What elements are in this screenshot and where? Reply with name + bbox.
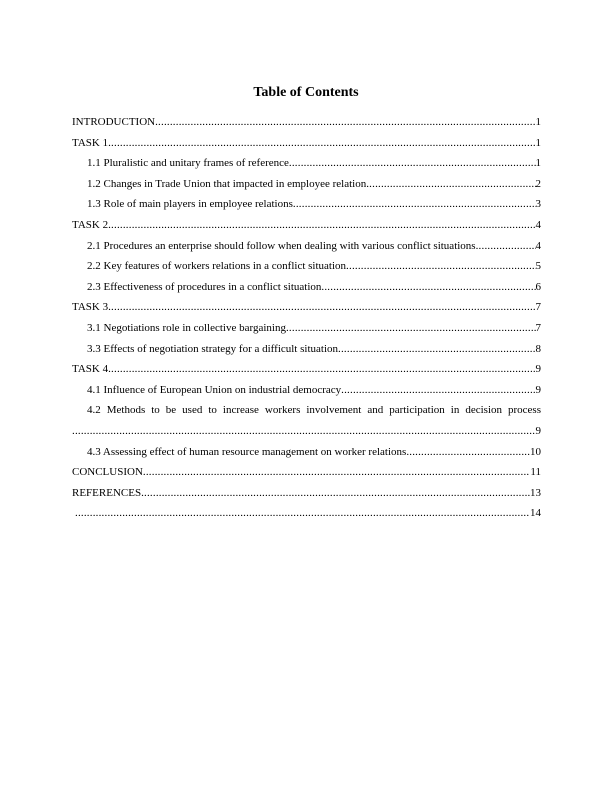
toc-leader-dots — [141, 483, 530, 504]
toc-entry-label: 1.1 Pluralistic and unitary frames of reference — [87, 157, 289, 170]
toc-entry-task-1[interactable] — [72, 133, 541, 154]
toc-page-number: 11 — [530, 466, 541, 479]
toc-title: Table of Contents — [253, 85, 359, 100]
toc-entry-task-3[interactable] — [72, 297, 541, 318]
toc-entry-label: CONCLUSION — [72, 466, 143, 479]
toc-page-number: 1 — [535, 136, 541, 149]
toc-entry-label: 3.3 Effects of negotiation strategy for a difficult situation — [87, 342, 339, 355]
toc-page-number: 1 — [535, 157, 541, 170]
toc-entry-task-2[interactable] — [72, 215, 541, 236]
toc-page-number: 6 — [535, 280, 541, 293]
toc-entry-2-2[interactable] — [72, 256, 541, 277]
toc-page-number: 9 — [535, 424, 541, 437]
toc-entry-4-3[interactable] — [72, 442, 541, 463]
toc-page-number: 7 — [535, 301, 541, 314]
toc-entry-2-3[interactable] — [72, 277, 541, 298]
toc-entry-3-1[interactable] — [72, 318, 541, 339]
toc-page-number: 1 — [535, 116, 541, 128]
toc-page-number: 13 — [530, 486, 541, 499]
toc-page-number: 3 — [535, 198, 541, 211]
toc-page-number: 4 — [535, 218, 541, 231]
toc-entry-label: TASK 1 — [72, 136, 109, 149]
toc-leader-dots — [108, 133, 535, 154]
toc-leader-dots — [406, 442, 530, 463]
toc-leader-dots — [108, 215, 535, 236]
toc-leader-dots — [155, 112, 535, 133]
toc-entry-4-2-continuation[interactable] — [72, 421, 541, 442]
toc-entry-label: 4.1 Influence of European Union on industrial democracy — [87, 383, 342, 396]
toc-leader-dots — [75, 503, 530, 524]
toc-leader-dots — [338, 339, 535, 360]
toc-entry-label: 2.1 Procedures an enterprise should follow when dealing with various conflict situations — [87, 239, 476, 252]
toc-leader-dots — [476, 236, 536, 257]
toc-entry-label: 4.2 Methods to be used to increase workers involvement and participation in decision process — [87, 404, 541, 417]
toc-page-number: 8 — [535, 342, 541, 355]
toc-page-number: 2 — [535, 177, 541, 190]
toc-leader-dots — [108, 359, 535, 380]
toc-entry-label: 1.2 Changes in Trade Union that impacted in employee relation — [87, 177, 367, 190]
toc-entry-4-1[interactable] — [72, 380, 541, 401]
toc-entry-4-2[interactable] — [72, 400, 541, 421]
toc-entry-untitled[interactable] — [72, 503, 541, 524]
toc-entry-introduction[interactable] — [72, 112, 541, 133]
toc-entry-label: 4.3 Assessing effect of human resource management on worker relations — [87, 445, 407, 458]
toc-leader-dots — [346, 256, 535, 277]
toc-page-number: 5 — [535, 260, 541, 273]
toc-entry-label: TASK 3 — [72, 301, 109, 314]
toc-entry-1-3[interactable] — [72, 194, 541, 215]
toc-entry-2-1[interactable] — [72, 236, 541, 257]
toc-entry-label: 2.2 Key features of workers relations in a conflict situation — [87, 260, 347, 273]
toc-leader-dots — [143, 462, 531, 483]
toc-entry-label: TASK 4 — [72, 363, 109, 376]
toc-leader-dots — [108, 297, 535, 318]
toc-leader-dots — [341, 380, 535, 401]
toc-list — [72, 112, 541, 524]
toc-page-number: 10 — [530, 445, 541, 458]
toc-entry-label: 2.3 Effectiveness of procedures in a conflict situation — [87, 280, 322, 293]
toc-entry-label: INTRODUCTION — [72, 116, 156, 128]
toc-leader-dots — [286, 318, 536, 339]
toc-entry-label: 1.3 Role of main players in employee relations — [87, 198, 293, 211]
toc-leader-dots — [72, 421, 536, 442]
toc-page-number: 9 — [535, 383, 541, 396]
toc-page-number: 14 — [530, 507, 541, 520]
toc-leader-dots — [366, 174, 535, 195]
toc-entry-label: TASK 2 — [72, 218, 109, 231]
toc-entry-1-2[interactable] — [72, 174, 541, 195]
toc-page-number: 7 — [535, 321, 541, 334]
toc-leader-dots — [293, 194, 536, 215]
toc-entry-conclusion[interactable] — [72, 462, 541, 483]
toc-page-number: 4 — [535, 239, 541, 252]
toc-page-number: 9 — [535, 363, 541, 376]
toc-leader-dots — [321, 277, 535, 298]
toc-entry-3-3[interactable] — [72, 339, 541, 360]
toc-entry-references[interactable] — [72, 483, 541, 504]
toc-entry-task-4[interactable] — [72, 359, 541, 380]
toc-entry-label: REFERENCES — [72, 486, 142, 499]
toc-leader-dots — [289, 153, 536, 174]
toc-entry-1-1[interactable] — [72, 153, 541, 174]
toc-entry-label: 3.1 Negotiations role in collective bargaining — [87, 321, 286, 334]
